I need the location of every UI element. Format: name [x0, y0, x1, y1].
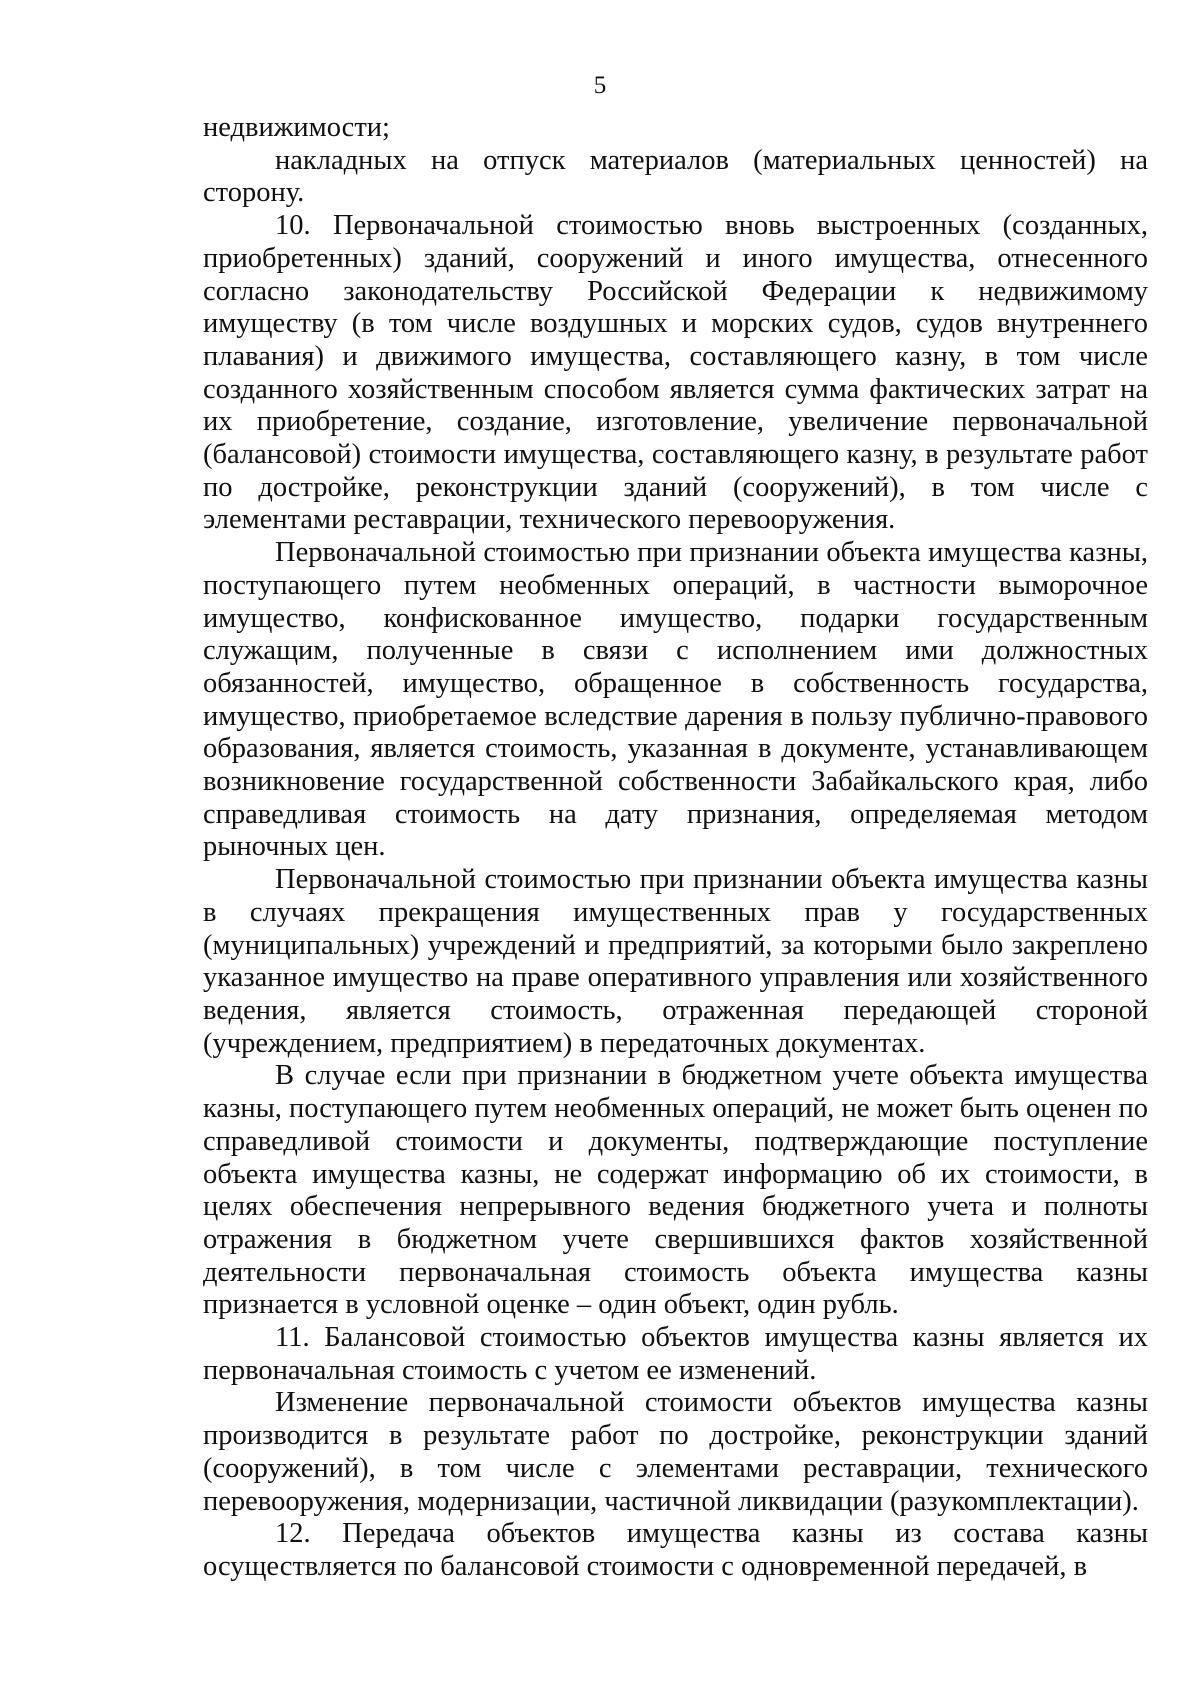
paragraph-item-11: 11. Балансовой стоимостью объектов имущества казны является их первоначальная стоимость с учетом ее изменений. — [203, 1322, 1148, 1386]
page-number: 5 — [593, 72, 607, 99]
paragraph: Первоначальной стоимостью при признании объекта имущества казны, поступающего путем необменных операций, в частности выморочное имущество, конфискованное имущество, подарки государственным служащим, полученные в связи с исполнением ими должностных обязанностей, имущество, обращенное в собственность государства, имущество, приобретаемое вследствие дарения в пользу публично-правового образования, является стоимость, указанная в документе, устанавливающем возникновение государственной собственности Забайкальского края, либо справедливая стоимость на дату признания, определяемая методом рыночных цен. — [203, 537, 1148, 863]
paragraph-item-10: 10. Первоначальной стоимостью вновь выстроенных (созданных, приобретенных) зданий, сооружений и иного имущества, отнесенного согласно законодательству Российской Федерации к недвижимому имуществу (в том числе воздушных и морских судов, судов внутреннего плавания) и движимого имущества, составляющего казну, в том числе созданного хозяйственным способом является сумма фактических затрат на их приобретение, создание, изготовление, увеличение первоначальной (балансовой) стоимости имущества, составляющего казну, в результате работ по достройке, реконструкции зданий (сооружений), в том числе с элементами реставрации, технического перевооружения. — [203, 210, 1148, 536]
paragraph: Изменение первоначальной стоимости объектов имущества казны производится в результате работ по достройке, реконструкции зданий (сооружений), в том числе с элементами реставрации, технического перевооружения, модернизации, частичной ликвидации (разукомплектации). — [203, 1387, 1148, 1517]
paragraph: накладных на отпуск материалов (материальных ценностей) на сторону. — [203, 144, 1148, 209]
paragraph: недвижимости; — [203, 112, 390, 143]
paragraph: Первоначальной стоимостью при признании объекта имущества казны в случаях прекращения имущественных прав у государственных (муниципальных) учреждений и предприятий, за которыми было закреплено указанное имущество на праве оперативного управления или хозяйственного ведения, является стоимость, отраженная передающей стороной (учреждением, предприятием) в передаточных документах. — [203, 864, 1148, 1059]
document-body — [203, 112, 1148, 1584]
paragraph-item-12: 12. Передача объектов имущества казны из состава казны осуществляется по балансовой стоимости с одновременной передачей, в — [203, 1518, 1148, 1582]
paragraph: В случае если при признании в бюджетном учете объекта имущества казны, поступающего путем необменных операций, не может быть оценен по справедливой стоимости и документы, подтверждающие поступление объекта имущества казны, не содержат информацию об их стоимости, в целях обеспечения непрерывного ведения бюджетного учета и полноты отражения в бюджетном учете свершившихся фактов хозяйственной деятельности первоначальная стоимость объекта имущества казны признается в условной оценке – один объект, один рубль. — [203, 1060, 1148, 1321]
